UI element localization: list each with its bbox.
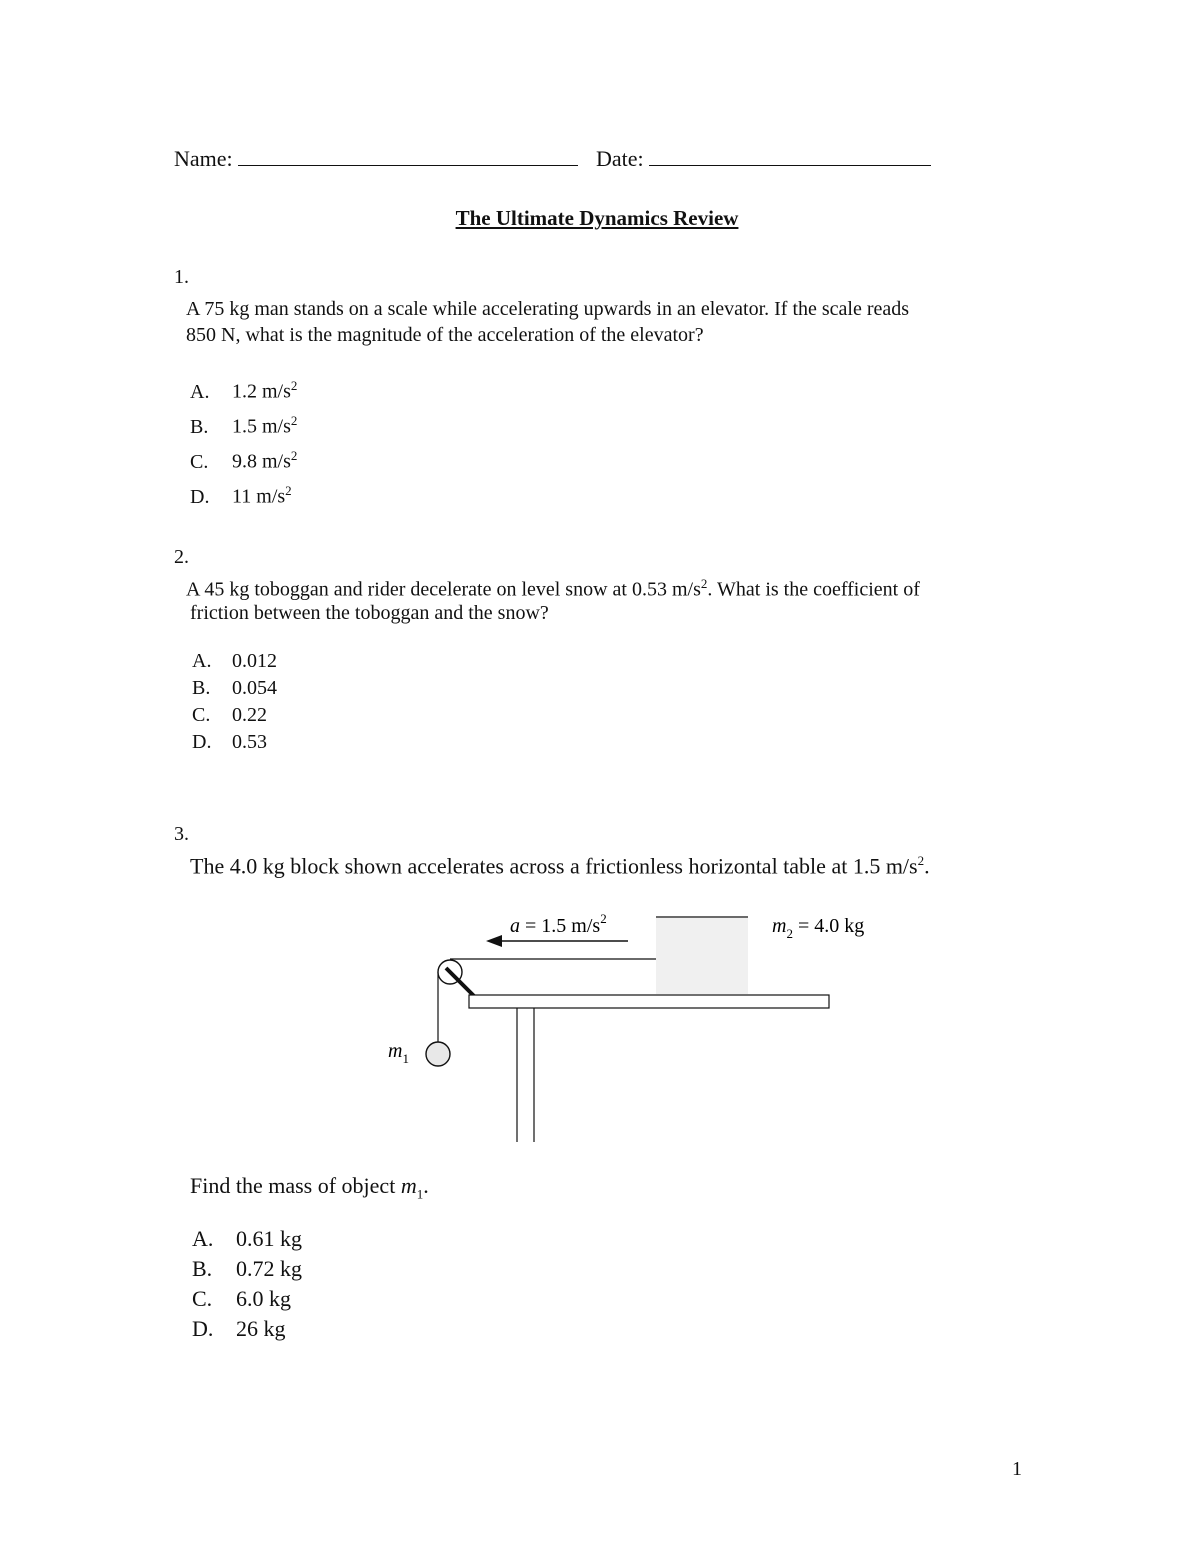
option-letter: B. [192,677,211,699]
option-letter: C. [190,450,209,473]
prompt-text: . [423,1173,429,1198]
option-value: 9.8 m/s [232,450,291,473]
table-top [469,995,829,1008]
prompt-variable: m [400,1173,417,1198]
option-letter: D. [190,485,210,508]
block-m2 [656,918,748,994]
question-text: friction between the toboggan and the snow? [190,602,549,624]
option-letter: B. [190,415,209,438]
option-value: 1.5 m/s [232,415,291,438]
answer-option[interactable] [192,1256,302,1282]
name-label: Name: [174,146,233,171]
question-text: 850 N, what is the magnitude of the acceleration of the elevator? [186,324,704,346]
option-exponent: 2 [285,483,292,498]
option-value: 11 m/s [232,485,286,508]
option-value: 0.72 kg [236,1256,302,1281]
option-exponent: 2 [290,448,298,463]
option-letter: D. [192,1316,214,1341]
option-exponent: 2 [290,413,298,428]
option-letter: A. [190,380,210,403]
option-value: 26 kg [236,1316,286,1341]
option-value: 0.054 [232,677,277,699]
question-text-part: . What is the coefficient of [707,578,920,601]
option-exponent: 2 [290,378,298,393]
option-letter: C. [192,1286,213,1311]
question-text-part: A 45 kg toboggan and rider decelerate on level snow at 0.53 m/s [186,578,701,601]
question-number: 3. [174,823,189,845]
option-value: 0.53 [232,731,267,753]
m2-label: $m_2 = 4.0$ kg [772,915,865,941]
question-text: A 75 kg man stands on a scale while accelerating upwards in an elevator. If the scale reads [186,298,910,320]
option-value: 6.0 kg [236,1286,291,1311]
answer-option[interactable] [192,1316,286,1342]
option-letter: C. [192,704,211,726]
page-title: The Ultimate Dynamics Review [455,206,739,230]
prompt-subscript: 1 [416,1186,424,1202]
option-letter: A. [192,1226,214,1251]
acceleration-arrow-head [486,935,502,947]
exponent: 2 [917,853,925,868]
option-value: 0.61 kg [236,1226,302,1251]
question-prompt [190,1173,429,1202]
option-value: 0.22 [232,704,267,726]
question-text-part: The 4.0 kg block shown accelerates across a frictionless horizontal table at 1.5 m/s [190,853,918,879]
date-label: Date: [596,146,644,171]
acceleration-label: a = 1.5 $m/s^2$ [510,911,607,937]
option-letter: B. [192,1256,213,1281]
page-number: 1 [1012,1458,1022,1480]
question-number: 2. [174,546,189,568]
option-letter: A. [192,650,212,672]
prompt-text: Find the mass of object [190,1173,401,1198]
option-value: 1.2 m/s [232,380,291,403]
hanging-mass-m1 [426,1042,450,1066]
question-text-part: . [924,853,930,879]
m1-label: $m_1$ [388,1040,409,1066]
option-letter: D. [192,731,212,753]
answer-option[interactable] [192,1286,291,1312]
option-value: 0.012 [232,650,277,672]
exponent: 2 [700,576,708,591]
question-number: 1. [174,266,189,288]
answer-option[interactable] [192,1226,302,1252]
